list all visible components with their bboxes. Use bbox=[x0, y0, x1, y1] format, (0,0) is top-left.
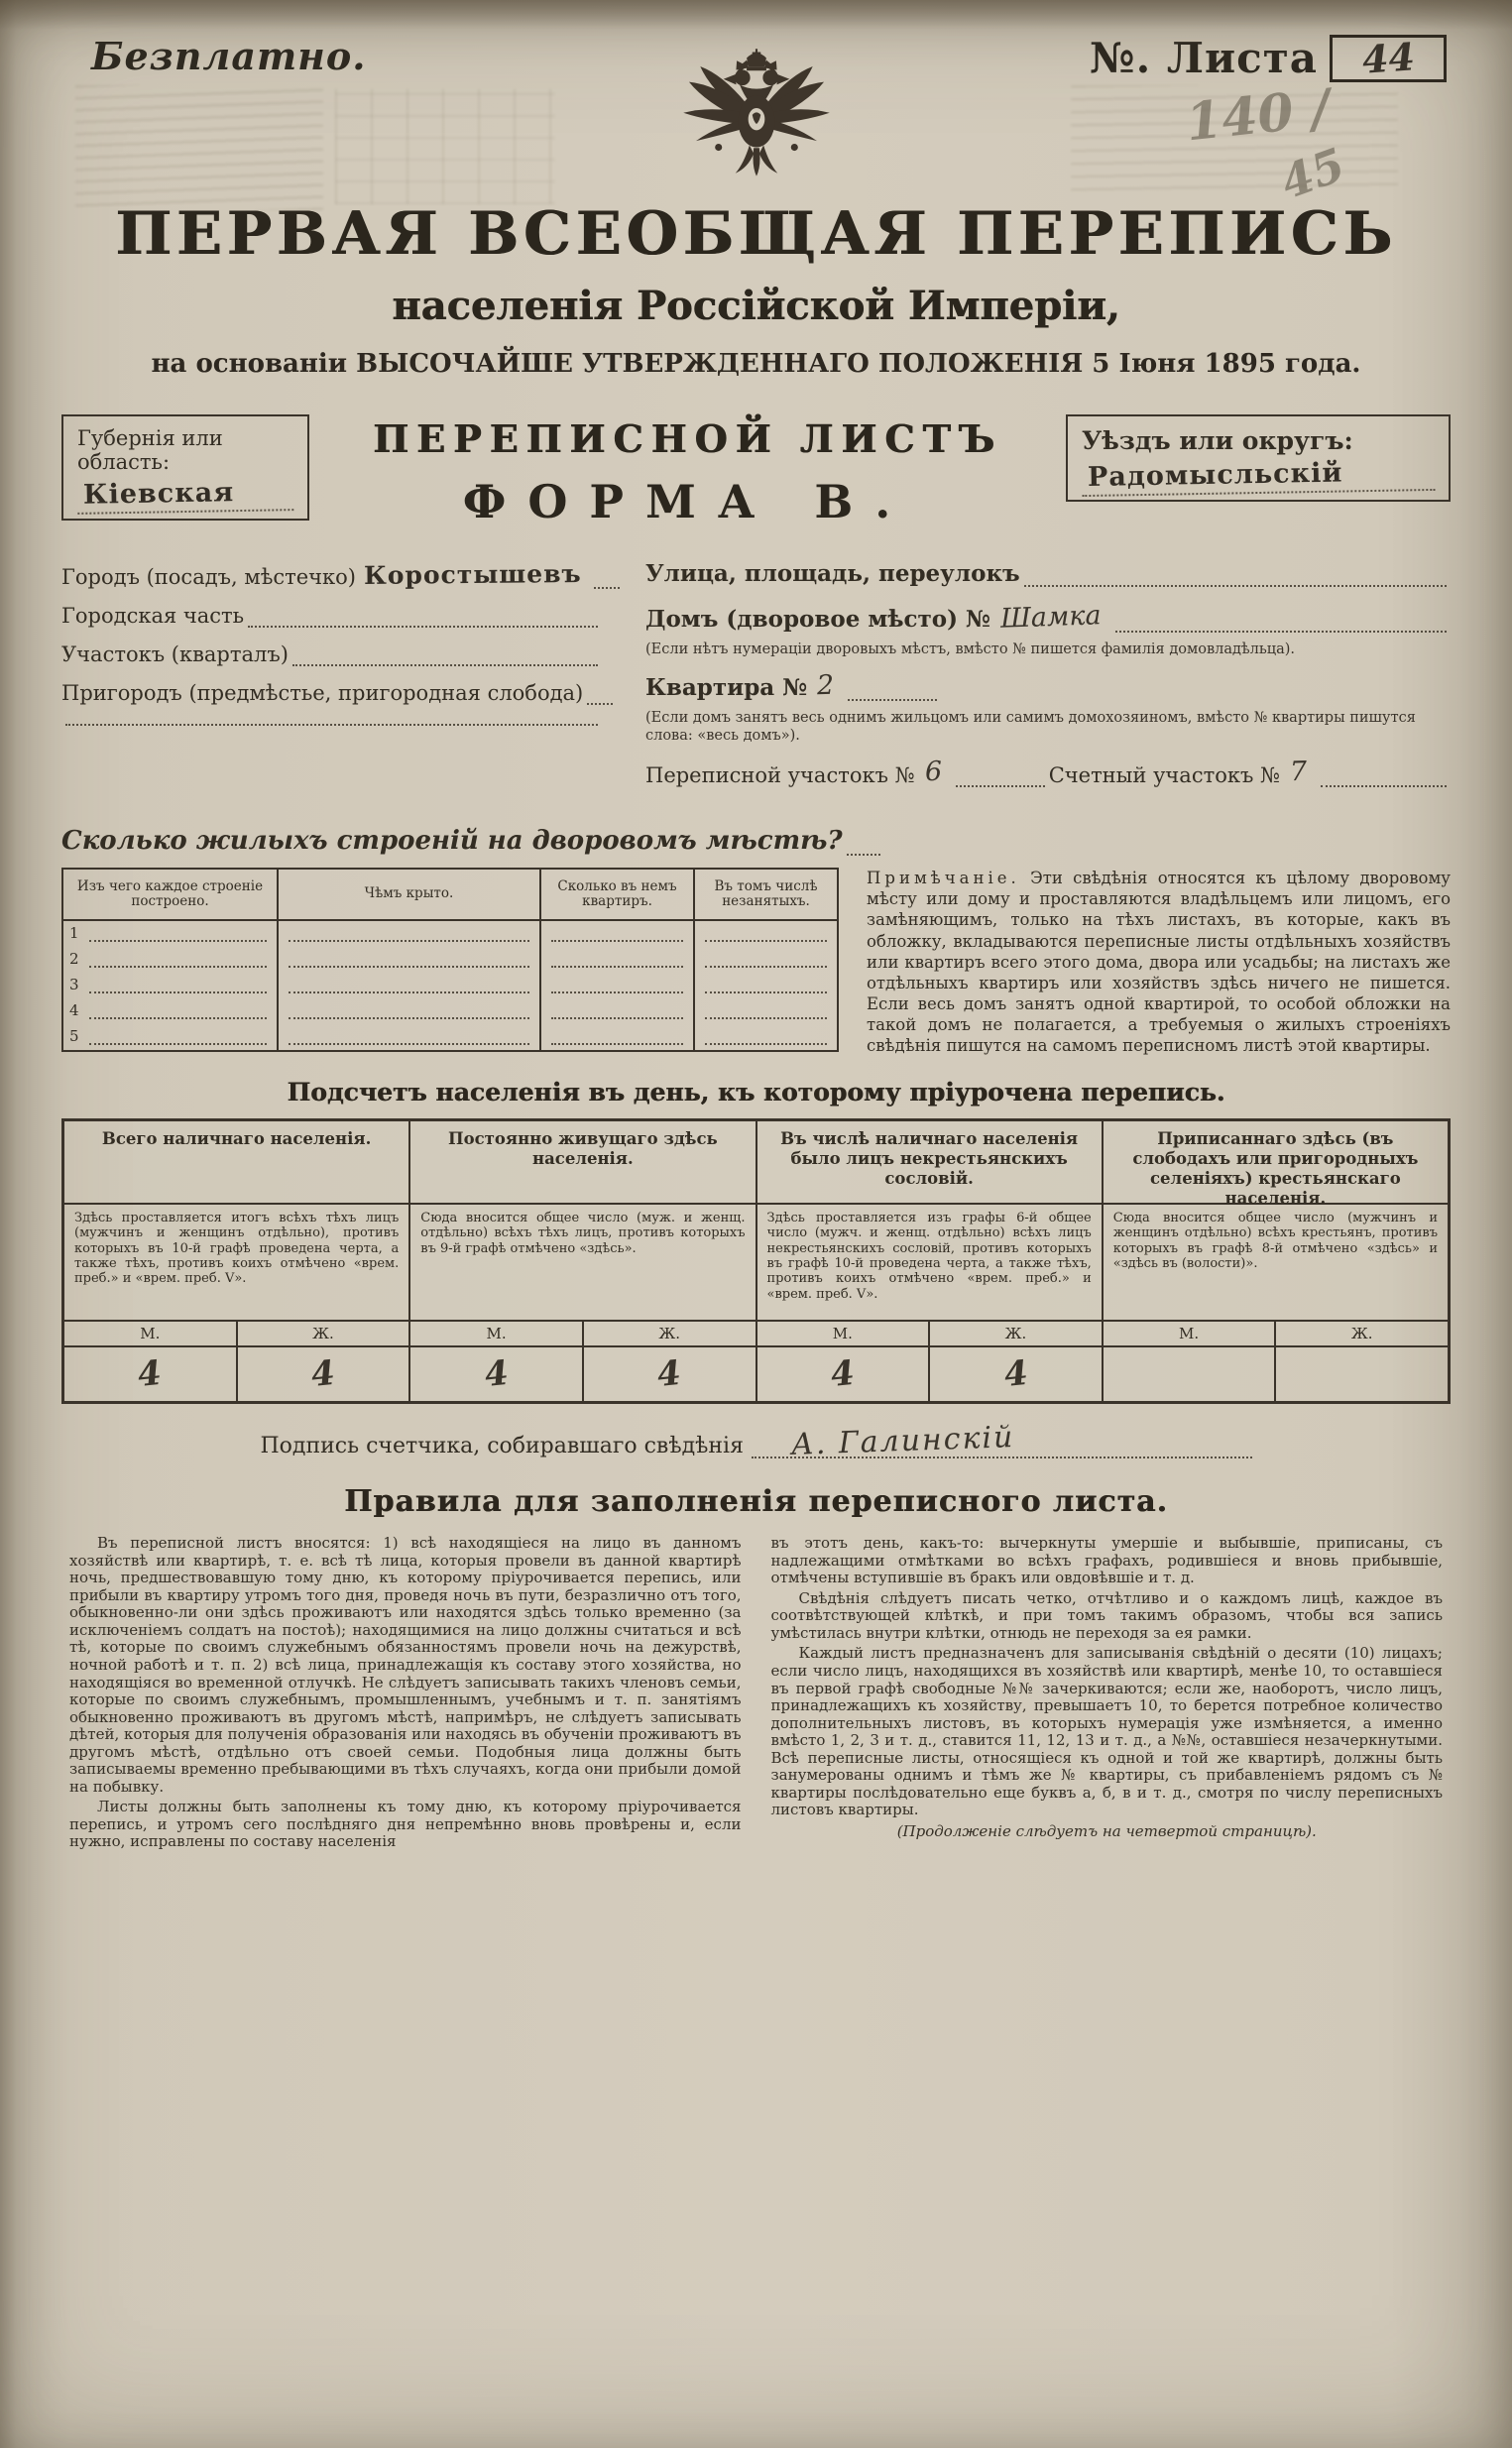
male-female-header bbox=[64, 1322, 408, 1347]
uezd-box bbox=[1066, 414, 1451, 502]
male-female-header bbox=[410, 1322, 755, 1347]
dotted-line bbox=[587, 699, 613, 705]
table-cell bbox=[539, 973, 693, 998]
ghost-print-table bbox=[335, 89, 555, 204]
dotted-line bbox=[551, 936, 683, 942]
districts-field bbox=[645, 757, 1451, 787]
uezd-value: Радомысльскій bbox=[1082, 452, 1436, 497]
group-description: Сюда вносится общее число (муж. и женщ. отдѣльно) всѣхъ тѣхъ лицъ, противъ которыхъ въ 9-й графѣ отмѣчено «здѣсь». bbox=[410, 1205, 755, 1322]
dotted-line bbox=[248, 622, 598, 628]
table-cell bbox=[693, 921, 837, 947]
buildings-question-row bbox=[61, 826, 884, 856]
prigorod-label: Пригородъ (предмѣстье, пригородная слобода) bbox=[61, 681, 584, 705]
census-legal-basis: на основаніи ВЫСОЧАЙШЕ УТВЕРЖДЕННАГО ПОЛОЖЕНІЯ 5 Іюня 1895 года. bbox=[151, 349, 1361, 379]
row-number: 3 bbox=[69, 976, 79, 994]
note-label: Примѣчаніе. bbox=[867, 869, 1020, 888]
buildings-col2-header: Чѣмъ крыто. bbox=[277, 870, 539, 921]
table-cell bbox=[277, 1024, 539, 1050]
rules-paragraph: Листы должны быть заполнены къ тому дню, къ которому пріурочивается перепись, и утромъ сего послѣдняго дня непремѣнно вновь провѣрены и, если нужно, исправлены по составу населенія bbox=[69, 1798, 742, 1851]
rules-heading: Правила для заполненія переписного листа. bbox=[344, 1484, 1168, 1520]
note-text: Эти свѣдѣнія относятся къ цѣлому дворовому мѣсту или дому и проставляются владѣльцемъ или лицомъ, его замѣняющимъ, только на тѣхъ листахъ, въ которые, какъ въ обложку, вкладываются переписные листы отдѣльныхъ хозяйствъ или квартиръ всего этого дома, двора или усадьбы; на листахъ же отдѣльныхъ квартиръ или хозяйствъ здѣсь ничего не пишется. Если весь домъ занятъ одной квартирой, то особой обложки на такой домъ не полагается, а требуемыя о жилыхъ строеніяхъ свѣдѣнія пишутся на самомъ переписномъ листѣ этой квартиры. bbox=[867, 869, 1451, 1056]
guberniya-box bbox=[61, 414, 309, 521]
female-value: 4 bbox=[1001, 1353, 1030, 1396]
row-number: 1 bbox=[69, 924, 79, 943]
group-description: Здѣсь проставляется итогъ всѣхъ тѣхъ лицъ (мужчинъ и женщинъ отдѣльно), противъ которыхъ въ 10-й графѣ проведена черта, а также тѣхъ, противъ коихъ отмѣчено «врем. преб.» и «врем. преб. V». bbox=[64, 1205, 408, 1322]
count-district-value: 7 bbox=[1289, 756, 1308, 788]
dotted-line bbox=[594, 583, 620, 589]
uchastok-field bbox=[61, 642, 602, 666]
apartment-field bbox=[645, 670, 1451, 701]
dotted-line bbox=[289, 1013, 529, 1019]
group-title: Въ числѣ наличнаго населенія было лицъ некрестьянскихъ сословій. bbox=[757, 1121, 1102, 1205]
rules-paragraph: въ этотъ день, какъ-то: вычеркнуты умершіе и выбывшіе, приписаны, съ надлежащими отмѣтками во всѣхъ графахъ, родившіеся и вновь прибывшіе, отмѣчены вступившіе въ бракъ или овдовѣвшіе и т. д. bbox=[770, 1534, 1443, 1587]
male-female-header bbox=[1104, 1322, 1448, 1347]
table-cell bbox=[539, 1024, 693, 1050]
table-cell bbox=[693, 998, 837, 1024]
group-values bbox=[1104, 1347, 1448, 1401]
dotted-line bbox=[292, 660, 598, 666]
male-value-cell bbox=[410, 1347, 584, 1401]
group-values bbox=[64, 1347, 408, 1401]
pencil-mark-45: 45 bbox=[1273, 137, 1352, 210]
table-cell bbox=[277, 921, 539, 947]
group-title: Всего наличнаго населенія. bbox=[64, 1121, 408, 1205]
dotted-line bbox=[848, 695, 937, 701]
city-value: Коростышевъ bbox=[363, 559, 582, 590]
dotted-line bbox=[551, 962, 683, 968]
group-values bbox=[410, 1347, 755, 1401]
table-cell bbox=[693, 947, 837, 973]
blank-dotted-row bbox=[61, 720, 602, 726]
street-label: Улица, площадь, переулокъ bbox=[645, 560, 1020, 587]
apartment-note: (Если домъ занятъ весь однимъ жильцомъ или самимъ домохозяиномъ, вмѣсто № квартиры пишутся слова: «весь домъ»). bbox=[645, 710, 1416, 744]
signature-value: А. Галинскій bbox=[790, 1420, 1015, 1463]
uezd-label: Уѣздъ или округъ: bbox=[1082, 426, 1353, 455]
dotted-line bbox=[289, 988, 529, 993]
male-header: М. bbox=[1104, 1322, 1277, 1345]
buildings-question: Сколько жилыхъ строеній на дворовомъ мѣстѣ? bbox=[61, 826, 843, 857]
dotted-line bbox=[705, 1013, 827, 1019]
city-part-label: Городская часть bbox=[61, 604, 245, 628]
table-row bbox=[63, 998, 277, 1024]
table-cell bbox=[693, 1024, 837, 1050]
dotted-line bbox=[65, 720, 598, 726]
female-header: Ж. bbox=[1350, 1325, 1373, 1343]
uchastok-label: Участокъ (кварталъ) bbox=[61, 642, 289, 666]
group-title: Приписаннаго здѣсь (въ слободахъ или пригородныхъ селеніяхъ) крестьянскаго населенія. bbox=[1104, 1121, 1448, 1205]
census-district-value: 6 bbox=[923, 756, 943, 788]
free-of-charge-label: Безплатно. bbox=[91, 34, 367, 78]
apartment-value: 2 bbox=[816, 670, 835, 702]
city-label: Городъ (посадъ, мѣстечко) bbox=[61, 565, 357, 589]
dotted-line bbox=[956, 781, 1045, 787]
signature-label: Подпись счетчика, собиравшаго свѣдѣнія bbox=[260, 1434, 744, 1459]
buildings-col4-header: Въ томъ числѣ незанятыхъ. bbox=[693, 870, 837, 921]
sheet-number-block bbox=[1090, 34, 1447, 82]
group-values bbox=[757, 1347, 1102, 1401]
dotted-line bbox=[551, 1039, 683, 1045]
dotted-line bbox=[89, 1013, 267, 1019]
table-cell bbox=[539, 921, 693, 947]
count-group-nonpeasant bbox=[757, 1121, 1104, 1401]
dotted-line bbox=[89, 962, 267, 968]
buildings-section bbox=[61, 868, 1451, 1056]
row-number: 2 bbox=[69, 950, 79, 969]
apartment-label: Квартира № bbox=[645, 674, 808, 702]
female-header: Ж. bbox=[658, 1325, 680, 1343]
dotted-line bbox=[1115, 627, 1448, 633]
female-value: 4 bbox=[309, 1353, 337, 1396]
region-row bbox=[61, 414, 1451, 528]
female-value-cell bbox=[930, 1347, 1102, 1401]
dotted-line bbox=[89, 936, 267, 942]
male-value-cell bbox=[64, 1347, 238, 1401]
pencil-mark-140: 140 / bbox=[1183, 77, 1334, 154]
dotted-line bbox=[1321, 781, 1447, 787]
row-number: 4 bbox=[69, 1001, 79, 1020]
guberniya-label: Губернія или область: bbox=[77, 426, 223, 474]
count-group-total bbox=[64, 1121, 410, 1401]
buildings-table bbox=[61, 868, 839, 1052]
table-cell bbox=[539, 947, 693, 973]
male-header: М. bbox=[410, 1322, 584, 1345]
table-row bbox=[63, 973, 277, 998]
male-value: 4 bbox=[828, 1353, 857, 1396]
male-value-cell bbox=[757, 1347, 931, 1401]
dotted-line bbox=[551, 1013, 683, 1019]
buildings-note bbox=[867, 868, 1451, 1056]
dotted-line bbox=[289, 1039, 529, 1045]
male-header: М. bbox=[64, 1322, 238, 1345]
dotted-line bbox=[705, 1039, 827, 1045]
male-value: 4 bbox=[136, 1353, 165, 1396]
male-header: М. bbox=[757, 1322, 931, 1345]
population-count-heading: Подсчетъ населенія въ день, къ которому пріурочена перепись. bbox=[287, 1078, 1225, 1107]
address-left-column bbox=[61, 560, 602, 802]
dotted-line bbox=[289, 962, 529, 968]
rules-paragraph: Свѣдѣнія слѣдуетъ писать четко, отчѣтливо и о каждомъ лицѣ, каждое въ соотвѣтствующей клѣткѣ, и при томъ такимъ образомъ, чтобы вся запись умѣстилась внутри клѣтки, отнюдь не переходя за ея рамки. bbox=[770, 1588, 1443, 1642]
dotted-line bbox=[89, 1039, 267, 1045]
dotted-line bbox=[551, 988, 683, 993]
group-title: Постоянно живущаго здѣсь населенія. bbox=[410, 1121, 755, 1205]
male-value-cell bbox=[1104, 1347, 1277, 1401]
table-cell bbox=[693, 973, 837, 998]
table-cell bbox=[277, 947, 539, 973]
table-cell bbox=[539, 998, 693, 1024]
prigorod-field bbox=[61, 681, 602, 705]
female-header: Ж. bbox=[1004, 1325, 1027, 1343]
table-row bbox=[63, 921, 277, 947]
female-value-cell bbox=[238, 1347, 409, 1401]
sheet-number-value: 44 bbox=[1360, 34, 1416, 82]
buildings-col3-header: Сколько въ немъ квартиръ. bbox=[539, 870, 693, 921]
form-title: ПЕРЕПИСНОЙ ЛИСТЪ bbox=[373, 416, 1002, 461]
dotted-line bbox=[1024, 581, 1447, 587]
ghost-print-left bbox=[75, 85, 323, 210]
row-number: 5 bbox=[69, 1027, 79, 1046]
table-cell bbox=[277, 973, 539, 998]
imperial-double-eagle-emblem bbox=[679, 48, 834, 200]
house-note: (Если нѣтъ нумераціи дворовыхъ мѣстъ, вмѣсто № пишется фамилія домовладѣльца). bbox=[645, 641, 1296, 657]
rules-continuation-note: (Продолженіе слѣдуетъ на четвертой страницѣ). bbox=[896, 1821, 1317, 1840]
signature-line bbox=[752, 1420, 1252, 1463]
male-value: 4 bbox=[482, 1353, 511, 1396]
dotted-line bbox=[847, 850, 880, 856]
table-row bbox=[63, 947, 277, 973]
sheet-number-label: №. Листа bbox=[1090, 34, 1318, 82]
enumerator-signature-row bbox=[260, 1420, 1252, 1463]
rules-right-column bbox=[771, 1535, 1444, 1854]
address-right-column bbox=[645, 560, 1451, 802]
form-name-block bbox=[333, 414, 1042, 528]
house-field bbox=[645, 602, 1451, 633]
house-label: Домъ (дворовое мѣсто) № bbox=[645, 606, 990, 633]
house-value: Шамка bbox=[999, 600, 1103, 635]
female-header: Ж. bbox=[312, 1325, 334, 1343]
dotted-line bbox=[705, 988, 827, 993]
rules-paragraph: Въ переписной листъ вносятся: 1) всѣ находящіеся на лицо въ данномъ хозяйствѣ или квартирѣ, т. е. всѣ тѣ лица, которыя провели въ данной квартирѣ ночь, предшествовавшую тому дню, къ которому пріурочивается перепись, или прибыли въ квартиру утромъ того дня, проведя ночь въ пути, безразлично отъ того, обыкновенно-ли они здѣсь проживаютъ или находятся здѣсь только временно (за исключеніемъ солдатъ на постоѣ); находящимися на лицо должны считаться и всѣ тѣ, которые по своимъ служебнымъ обязанностямъ провели ночь на дежурствѣ, ночной работѣ и т. п. 2) всѣ лица, принадлежащія къ составу этого хозяйства, но находящіяся во временной отлучкѣ. Не слѣдуетъ записывать такихъ членовъ семьи, которые по своимъ служебнымъ, промышленнымъ, учебнымъ и т. п. занятіямъ обыкновенно проживаютъ въ другомъ мѣстѣ, напримѣръ, не слѣдуетъ записывать дѣтей, которыя для полученія образованія или находясь въ обученіи проживаютъ въ другомъ мѣстѣ, отдѣльно отъ своей семьи. Подобныя лица должны быть записываемы временно пребывающими въ тѣхъ случаяхъ, когда они прибыли домой на побывку. bbox=[69, 1534, 742, 1796]
rules-section bbox=[69, 1535, 1443, 1854]
female-value-cell bbox=[1276, 1347, 1448, 1401]
street-field bbox=[645, 560, 1451, 587]
female-value-cell bbox=[584, 1347, 756, 1401]
count-group-peasant bbox=[1104, 1121, 1448, 1401]
dotted-line bbox=[289, 936, 529, 942]
rules-paragraph: Каждый листъ предназначенъ для записыванія свѣдѣній о десяти (10) лицахъ; если число лицъ, находящихся въ хозяйствѣ или квартирѣ, менѣе 10, то оставшіеся въ первой графѣ свободные №№ зачеркиваются; если же, наоборотъ, число лицъ, принадлежащихъ къ хозяйству, превышаетъ 10, то берется потребное количество дополнительныхъ листовъ, въ которыхъ нумерація уже измѣняется, а именно вмѣсто 1, 2, 3 и т. д., ставится 11, 12, 13 и т. д., а №№, оставшіеся незачеркнутыми. Всѣ переписные листы, относящіеся къ одной и той же квартирѣ, должны быть занумерованы однимъ и тѣмъ же № квартиры, съ прибавленіемъ рядомъ съ № квартиры послѣдовательно еще буквъ а, б, в и т. д., смотря по числу переписныхъ листовъ квартиры. bbox=[770, 1644, 1443, 1819]
population-count-table bbox=[61, 1118, 1451, 1404]
count-group-permanent bbox=[410, 1121, 756, 1401]
dotted-line bbox=[705, 962, 827, 968]
sheet-number-box bbox=[1330, 35, 1447, 82]
table-cell bbox=[277, 998, 539, 1024]
form-letter: ФОРМА В. bbox=[462, 475, 913, 528]
female-value: 4 bbox=[655, 1353, 684, 1396]
table-row bbox=[63, 1024, 277, 1050]
group-description: Здѣсь проставляется изъ графы 6-й общее число (мужч. и женщ. отдѣльно) всѣхъ лицъ некрестьянскихъ сословій, противъ которыхъ въ графѣ 10-й проведена черта, а также тѣхъ, противъ коихъ отмѣчено «врем. преб.» и «врем. преб. V». bbox=[757, 1205, 1102, 1322]
guberniya-value: Кіевская bbox=[77, 472, 294, 515]
census-subtitle: населенія Россійской Имперіи, bbox=[392, 283, 1120, 329]
city-field bbox=[61, 560, 602, 589]
dotted-line bbox=[89, 988, 267, 993]
census-district-label: Переписной участокъ № bbox=[645, 763, 915, 788]
dotted-line bbox=[705, 936, 827, 942]
address-section bbox=[61, 560, 1451, 802]
male-female-header bbox=[757, 1322, 1102, 1347]
rules-left-column bbox=[69, 1535, 742, 1854]
buildings-col1-header: Изъ чего каждое строеніе построено. bbox=[63, 870, 277, 921]
count-district-label: Счетный участокъ № bbox=[1048, 763, 1280, 788]
census-main-title: ПЕРВАЯ ВСЕОБЩАЯ ПЕРЕПИСЬ bbox=[115, 199, 1397, 269]
city-part-field bbox=[61, 604, 602, 628]
group-description: Сюда вносится общее число (мужчинъ и женщинъ отдѣльно) всѣхъ крестьянъ, противъ которыхъ въ графѣ 8-й отмѣчено «здѣсь» и «здѣсь въ (волости)». bbox=[1104, 1205, 1448, 1322]
